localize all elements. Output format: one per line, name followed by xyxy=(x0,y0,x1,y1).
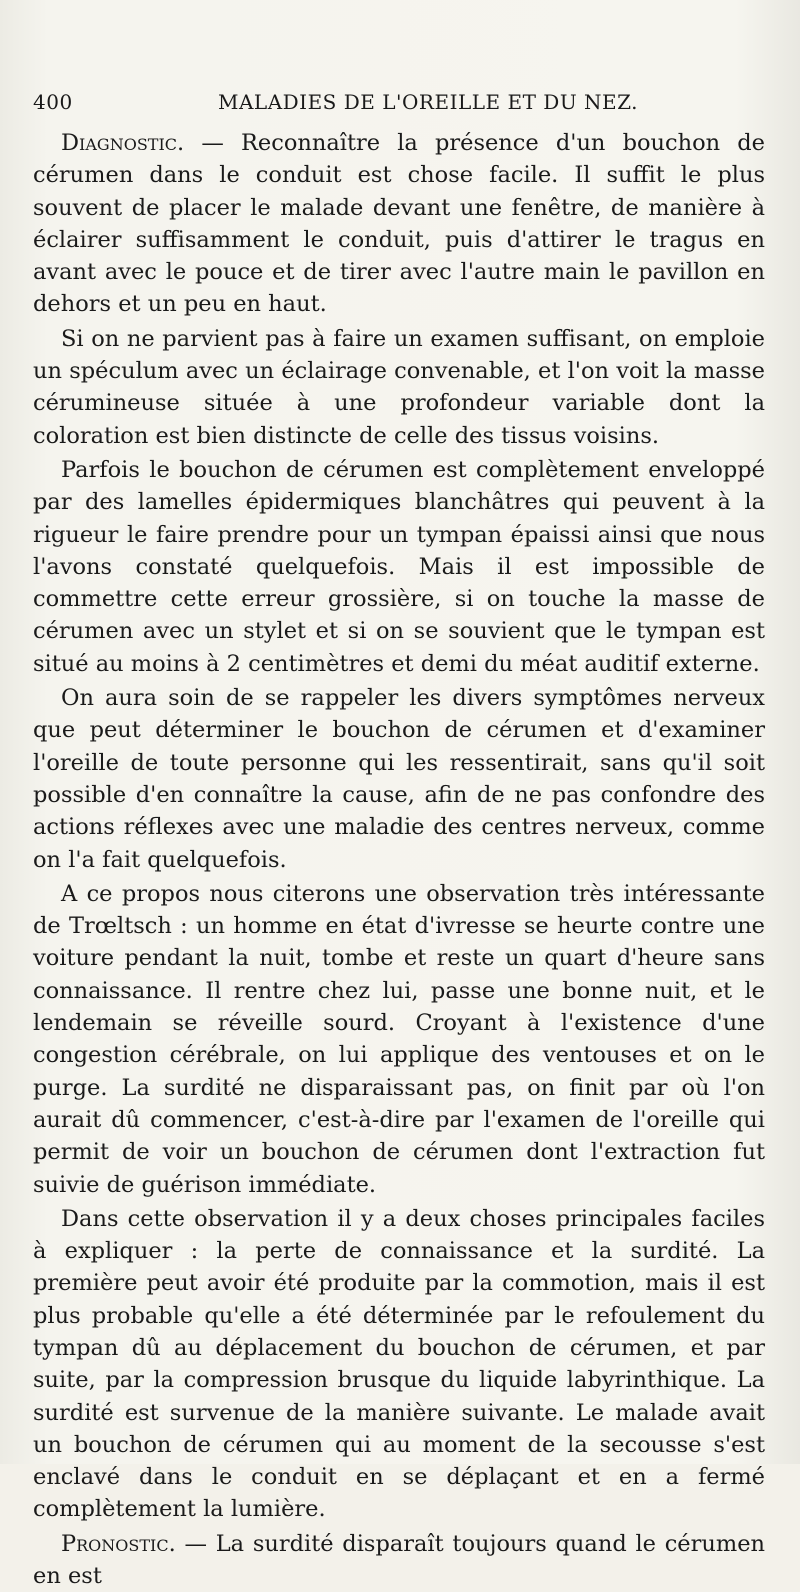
paragraph xyxy=(33,454,765,680)
paragraph-diagnostic xyxy=(33,127,765,321)
paragraph-text: — La surdité disparaît toujours quand le cérumen en est xyxy=(33,1530,765,1590)
section-lead-diagnostic: Diagnostic. xyxy=(61,130,185,156)
paragraph-text: — Reconnaître la présence d'un bouchon de cérumen dans le conduit est chose facile. Il suffit le plus souvent de placer le malade devant une fenêtre, de manière à éclairer suffisamment le conduit, puis d'attirer le tragus en avant avec le pouce et de tirer avec l'autre main le pavillon en dehors et un peu en haut. xyxy=(33,130,765,318)
paragraph xyxy=(33,878,765,1201)
paragraph-text: On aura soin de se rappeler les divers symptômes nerveux que peut déterminer le bouchon de cérumen et d'examiner l'oreille de toute personne qui les ressentirait, sans qu'il soit possible d'en connaître la cause, afin de ne pas confondre des actions réflexes avec une maladie des centres nerveux, comme on l'a fait quelquefois. xyxy=(33,685,765,873)
paragraph-pronostic xyxy=(33,1528,765,1592)
paragraph xyxy=(33,1203,765,1526)
paragraph-text: Dans cette observation il y a deux choses principales faciles à expliquer : la perte de connaissance et la surdité. La première peut avoir été produite par la commotion, mais il est plus probable qu'elle a été déterminée par le refoulement du tympan dû au déplacement du bouchon de cérumen, et par suite, par la compression brusque du liquide labyrinthique. La surdité est survenue de la manière suivante. Le malade avait un bouchon de cérumen qui au moment de la secousse s'est enclavé dans le conduit en se déplaçant et en a fermé complètement la lumière. xyxy=(33,1205,765,1523)
page-number: 400 xyxy=(33,90,73,114)
paragraph xyxy=(33,682,765,876)
paragraph-text: Parfois le bouchon de cérumen est complètement enveloppé par des lamelles épidermiques blanchâtres qui peuvent à la rigueur le faire prendre pour un tympan épaissi ainsi que nous l'avons constaté quelquefois. Mais il est impossible de commettre cette erreur grossière, si on touche la masse de cérumen avec un stylet et si on se souvient que le tympan est situé au moins à 2 centimètres et demi du méat auditif externe. xyxy=(33,456,765,677)
paragraph xyxy=(33,323,765,452)
body-text xyxy=(33,127,765,1592)
section-lead-pronostic: Pronostic. xyxy=(61,1530,176,1557)
page-header xyxy=(33,90,768,120)
paragraph-text: A ce propos nous citerons une observation très intéressante de Trœltsch : un homme en état d'ivresse se heurte contre une voiture pendant la nuit, tombe et reste un quart d'heure sans connaissance. Il rentre chez lui, passe une bonne nuit, et le lendemain se réveille sourd. Croyant à l'existence d'une congestion cérébrale, on lui applique des ventouses et on le purge. La surdité ne disparaissant pas, on finit par où l'on aurait dû commencer, c'est-à-dire par l'examen de l'oreille qui permit de voir un bouchon de cérumen dont l'extraction fut suivie de guérison immédiate. xyxy=(33,880,765,1198)
running-title: MALADIES DE L'OREILLE ET DU NEZ. xyxy=(218,90,639,114)
paragraph-text: Si on ne parvient pas à faire un examen suffisant, on emploie un spéculum avec un éclairage convenable, et l'on voit la masse cérumineuse située à une profondeur variable dont la coloration est bien distincte de celle des tissus voisins. xyxy=(33,325,765,449)
